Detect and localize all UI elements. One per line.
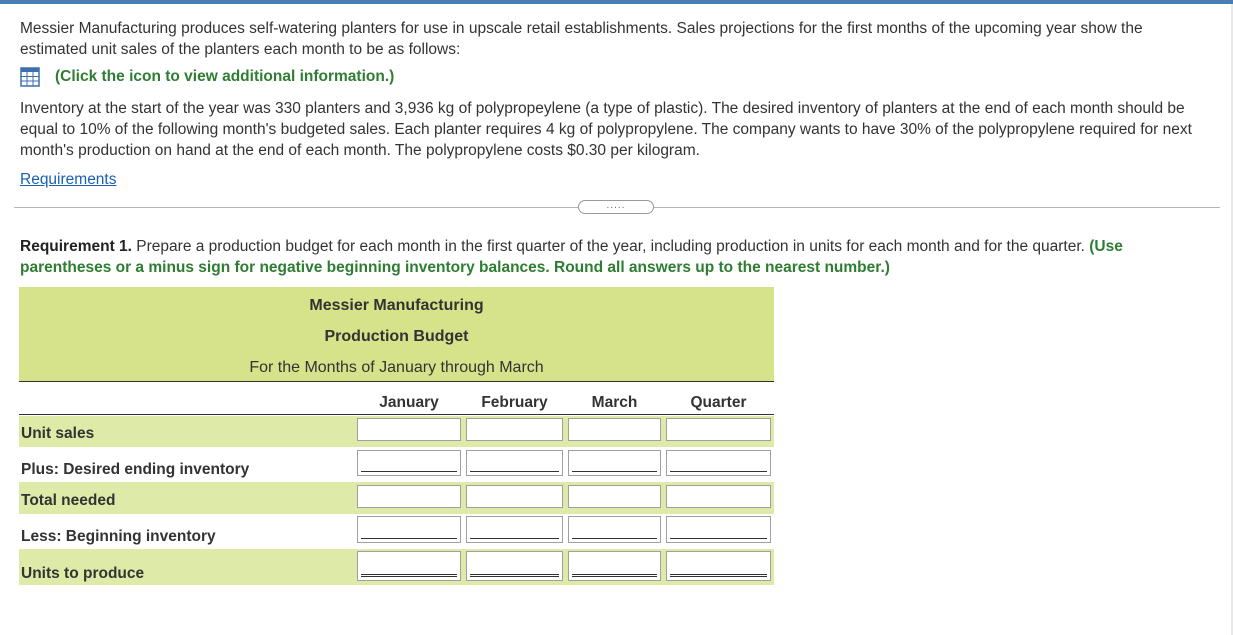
intro-text: Messier Manufacturing produces self-watering planters for use in upscale retail establishments. Sales projections for the first months of the upcoming year show the estimated unit sales of the planters each month to be as follows: [20,20,1143,58]
row-label: Less: Beginning inventory [21,528,216,545]
requirement-1-hint: (Use parentheses or a minus sign for negative beginning inventory balances. Round all answers up to the nearest number.) [20,238,1123,276]
inventory-text: Inventory at the start of the year was 330 planters and 3,936 kg of polypropeylene (a type of plastic). The desired inventory of planters at the end of each month should be equal to 10% of the following month's budgeted sales. Each planter requires 4 kg of polypropylene. The company wants to have 30% of the polypropylene required for next month's production on hand at the end of each month. The polypropylene costs $0.30 per kilogram. [20,100,1192,159]
data-table-icon[interactable] [20,67,40,87]
requirement-1-prefix: Requirement 1. [20,238,132,255]
units-to-produce-march-input[interactable] [568,551,661,581]
row-label: Total needed [21,492,116,509]
units-to-produce-january-input[interactable] [357,551,461,581]
beginning-inventory-january-input[interactable] [357,516,461,543]
total-needed-march-input[interactable] [568,485,661,508]
column-header-february: February [481,394,548,411]
header-rule [19,381,774,382]
total-needed-february-input[interactable] [466,485,563,508]
budget-period: For the Months of January through March [249,359,544,376]
beginning-inventory-february-input[interactable] [466,516,563,543]
budget-company: Messier Manufacturing [309,297,484,314]
total-needed-quarter-input[interactable] [666,485,771,508]
beginning-inventory-march-input[interactable] [568,516,661,543]
unit-sales-february-input[interactable] [466,418,563,441]
requirements-link[interactable]: Requirements [20,171,117,188]
requirement-1-text [20,236,1215,278]
desired-ending-inventory-february-input[interactable] [466,450,563,476]
row-label: Units to produce [21,565,145,582]
desired-ending-inventory-march-input[interactable] [568,450,661,476]
budget-title: Production Budget [324,328,469,345]
desired-ending-inventory-quarter-input[interactable] [666,450,771,476]
column-header-january: January [379,394,439,411]
divider-handle[interactable]: ..... [578,200,654,214]
requirement-1-body: Prepare a production budget for each month in the first quarter of the year, including production in units for each month and for the quarter. [131,238,1090,255]
column-header-march: March [591,394,638,411]
units-to-produce-quarter-input[interactable] [666,551,771,581]
row-label: Plus: Desired ending inventory [21,461,250,478]
budget-header [19,287,774,381]
beginning-inventory-quarter-input[interactable] [666,516,771,543]
unit-sales-quarter-input[interactable] [666,418,771,441]
units-to-produce-february-input[interactable] [466,551,563,581]
unit-sales-march-input[interactable] [568,418,661,441]
additional-info-row [20,66,394,87]
column-header-rule [19,414,774,415]
unit-sales-january-input[interactable] [357,418,461,441]
row-label: Unit sales [21,425,95,442]
additional-info-link[interactable]: (Click the icon to view additional information.) [55,68,395,85]
desired-ending-inventory-january-input[interactable] [357,450,461,476]
top-accent-bar [0,0,1233,4]
column-header-quarter: Quarter [690,394,747,411]
total-needed-january-input[interactable] [357,485,461,508]
